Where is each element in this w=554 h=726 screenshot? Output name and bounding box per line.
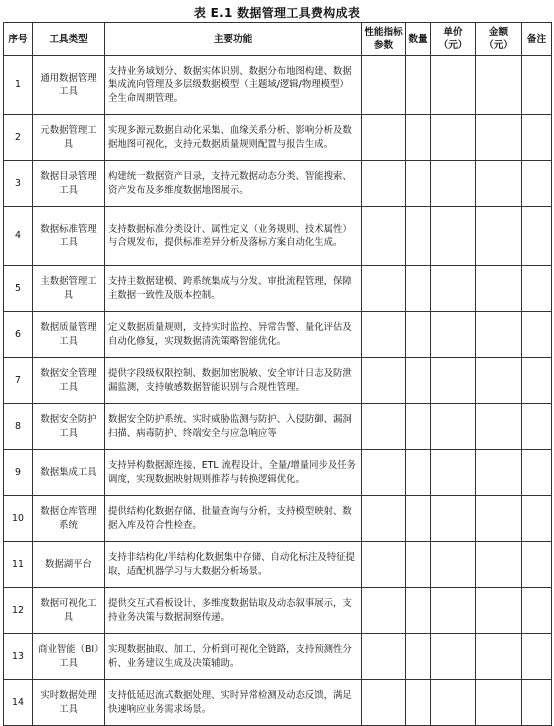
cell-perf	[362, 161, 406, 207]
table-row	[4, 266, 552, 312]
cell-note	[522, 161, 552, 207]
header-amount: 金额（元）	[476, 23, 522, 56]
cell-note	[522, 312, 552, 358]
cell-amount	[476, 161, 522, 207]
table-row	[4, 496, 552, 542]
cell-amount	[476, 680, 522, 726]
cell-perf	[362, 450, 406, 496]
table-title: 表 E.1 数据管理工具费构成表	[193, 6, 361, 20]
cell-qty	[406, 450, 431, 496]
cell-price	[431, 358, 476, 404]
cell-func: 提供结构化数据存储、批量查询与分析，支持模型映射、数据入库及符合性检查。	[105, 496, 362, 542]
header-note: 备注	[522, 23, 552, 56]
cell-price	[431, 496, 476, 542]
cell-price	[431, 542, 476, 588]
cell-amount	[476, 207, 522, 266]
cell-type: 数据湖平台	[33, 542, 105, 588]
cell-perf	[362, 404, 406, 450]
cell-qty	[406, 266, 431, 312]
cell-func: 支持数据标准分类设计、属性定义（业务规则、技术属性）与合规发布，提供标准差异分析及落标方案自动化生成。	[105, 207, 362, 266]
table-row	[4, 161, 552, 207]
cell-perf	[362, 266, 406, 312]
table-row	[4, 542, 552, 588]
table-row	[4, 56, 552, 115]
cell-func: 构建统一数据资产目录，支持元数据动态分类、智能搜索、资产发布及多维度数据地图展示。	[105, 161, 362, 207]
cell-amount	[476, 588, 522, 634]
cell-no: 14	[4, 680, 33, 726]
header-func: 主要功能	[105, 23, 362, 56]
cell-price	[431, 450, 476, 496]
cell-qty	[406, 161, 431, 207]
cell-price	[431, 56, 476, 115]
cell-note	[522, 496, 552, 542]
cell-type: 数据质量管理工具	[33, 312, 105, 358]
cell-qty	[406, 680, 431, 726]
cell-perf	[362, 358, 406, 404]
cell-amount	[476, 115, 522, 161]
table-row	[4, 115, 552, 161]
cell-func: 实现数据抽取、加工、分析到可视化全链路，支持预测性分析、业务建议生成及决策辅助。	[105, 634, 362, 680]
cell-type: 元数据管理工具	[33, 115, 105, 161]
tool-cost-table	[3, 22, 552, 726]
cell-func: 支持异构数据源连接、ETL 流程设计、全量/增量同步及任务调度，实现数据映射规则推荐与转换逻辑优化。	[105, 450, 362, 496]
cell-func: 提供交互式看板设计、多维度数据钻取及动态叙事展示，支持业务决策与数据洞察传递。	[105, 588, 362, 634]
header-type: 工具类型	[33, 23, 105, 56]
cell-price	[431, 680, 476, 726]
cell-no: 5	[4, 266, 33, 312]
cell-note	[522, 358, 552, 404]
cell-amount	[476, 404, 522, 450]
cell-amount	[476, 266, 522, 312]
cell-type: 数据可视化工具	[33, 588, 105, 634]
cell-note	[522, 450, 552, 496]
cell-func: 实现多源元数据自动化采集、血缘关系分析、影响分析及数据地图可视化，支持元数据质量规则配置与报告生成。	[105, 115, 362, 161]
cell-price	[431, 161, 476, 207]
table-row	[4, 358, 552, 404]
cell-func: 支持非结构化/半结构化数据集中存储、自动化标注及特征提取，适配机器学习与大数据分析场景。	[105, 542, 362, 588]
table-header-row	[4, 23, 552, 56]
cell-perf	[362, 207, 406, 266]
cell-note	[522, 404, 552, 450]
cell-perf	[362, 680, 406, 726]
cell-no: 10	[4, 496, 33, 542]
cell-qty	[406, 56, 431, 115]
cell-type: 数据标准管理工具	[33, 207, 105, 266]
cell-type: 数据集成工具	[33, 450, 105, 496]
cell-price	[431, 404, 476, 450]
cell-type: 实时数据处理工具	[33, 680, 105, 726]
cell-price	[431, 588, 476, 634]
cell-note	[522, 115, 552, 161]
cell-no: 3	[4, 161, 33, 207]
cell-qty	[406, 358, 431, 404]
table-row	[4, 404, 552, 450]
cell-type: 数据目录管理工具	[33, 161, 105, 207]
cell-perf	[362, 496, 406, 542]
cell-no: 2	[4, 115, 33, 161]
cell-note	[522, 266, 552, 312]
cell-note	[522, 542, 552, 588]
cell-no: 1	[4, 56, 33, 115]
cell-qty	[406, 115, 431, 161]
table-row	[4, 588, 552, 634]
cell-amount	[476, 450, 522, 496]
cell-qty	[406, 496, 431, 542]
cell-amount	[476, 496, 522, 542]
cell-no: 12	[4, 588, 33, 634]
cell-no: 7	[4, 358, 33, 404]
header-qty: 数量	[406, 23, 431, 56]
cell-type: 数据安全防护工具	[33, 404, 105, 450]
cell-no: 8	[4, 404, 33, 450]
cell-func: 支持低延迟流式数据处理、实时异常检测及动态反馈，满足快速响应业务需求场景。	[105, 680, 362, 726]
cell-note	[522, 588, 552, 634]
cell-type: 主数据管理工具	[33, 266, 105, 312]
cell-qty	[406, 312, 431, 358]
cell-perf	[362, 115, 406, 161]
cell-price	[431, 312, 476, 358]
cell-no: 11	[4, 542, 33, 588]
cell-type: 通用数据管理工具	[33, 56, 105, 115]
cell-func: 支持业务域划分、数据实体识别、数据分布地图构建、数据集成流向管理及多层级数据模型（主题域/逻辑/物理模型）全生命周期管理。	[105, 56, 362, 115]
cell-type: 数据仓库管理系统	[33, 496, 105, 542]
cell-note	[522, 56, 552, 115]
cell-func: 数据安全防护系统、实时威胁监测与防护、入侵防御、漏洞扫描、病毒防护、终端安全与应急响应等	[105, 404, 362, 450]
cell-amount	[476, 56, 522, 115]
cell-amount	[476, 542, 522, 588]
cell-no: 6	[4, 312, 33, 358]
cell-func: 定义数据质量规则，支持实时监控、异常告警、量化评估及自动化修复，实现数据清洗策略智能优化。	[105, 312, 362, 358]
cell-price	[431, 266, 476, 312]
cell-amount	[476, 312, 522, 358]
cell-price	[431, 115, 476, 161]
table-row	[4, 450, 552, 496]
cell-type: 数据安全管理工具	[33, 358, 105, 404]
cell-perf	[362, 542, 406, 588]
cell-no: 4	[4, 207, 33, 266]
table-row	[4, 207, 552, 266]
cell-type: 商业智能（BI）工具	[33, 634, 105, 680]
header-perf: 性能指标参数	[362, 23, 406, 56]
cell-qty	[406, 404, 431, 450]
header-no: 序号	[4, 23, 33, 56]
cell-amount	[476, 358, 522, 404]
cell-qty	[406, 588, 431, 634]
table-row	[4, 680, 552, 726]
cell-perf	[362, 312, 406, 358]
cell-no: 13	[4, 634, 33, 680]
cell-perf	[362, 588, 406, 634]
cell-price	[431, 207, 476, 266]
cell-func: 提供字段级权限控制、数据加密脱敏、安全审计日志及防泄漏监测，支持敏感数据智能识别与合规性管理。	[105, 358, 362, 404]
cell-perf	[362, 56, 406, 115]
cell-no: 9	[4, 450, 33, 496]
cell-qty	[406, 542, 431, 588]
cell-note	[522, 207, 552, 266]
cell-note	[522, 680, 552, 726]
header-price: 单价（元）	[431, 23, 476, 56]
table-row	[4, 312, 552, 358]
cell-func: 支持主数据建模、跨系统集成与分发、审批流程管理，保障主数据一致性及版本控制。	[105, 266, 362, 312]
cell-qty	[406, 207, 431, 266]
